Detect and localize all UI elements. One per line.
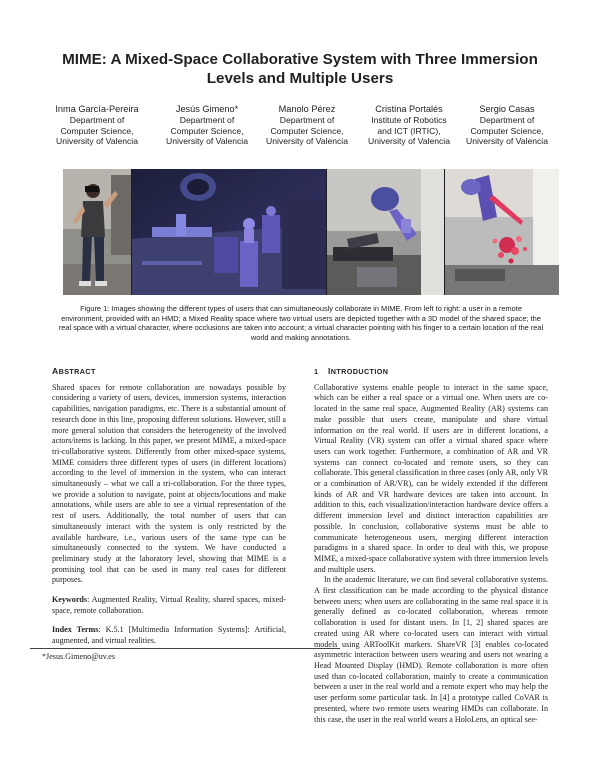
section-number: 1 [314,367,319,376]
introduction-paragraph-1: Collaborative systems enable people to interact in the same space, which can be either a real space or a virtual one. When users are co-located in the same real space, Augmented Reality (AR) systems can make possible that users create, manipulate and share virtual information on the real world. If users are in different locations, a Virtual Reality (VR) system can offer a virtual shared space where users can work together. Furthermore, a combination of AR and VR systems can connect co-located and remote users, so they can collaborate. This general classification in three cases (only AR, only VR or a combination of AR/VR), can be widely extended if the different kinds of AR and VR hardware devices are taken into account. In addition to this, each visualization/interaction hardware device offers a different immersion level and distinct interaction capabilities are possible. In conclusion, collaborative systems must be able to communicate heterogeneous users, merging different interaction paradigms in a shared space. In order to deal with this, we propose MIME, a mixed-space collaborative system with three immersion levels and multiple users. [314,382,548,574]
author-block [42,103,152,147]
figure-panel-remote-user [63,169,131,295]
introduction-heading [314,366,548,378]
author-affiliation: Department of Computer Science, University of Valencia [56,115,138,147]
author-block [452,103,562,147]
keywords [52,595,286,616]
introduction-column [314,366,548,725]
abstract-heading-initial: A [52,366,59,376]
author-list [48,103,568,149]
author-name: Cristina Portalés [375,104,443,114]
abstract-column [52,366,286,647]
introduction-heading-initial: I [328,366,331,376]
keywords-label: Keywords [52,595,88,605]
figure-panel-real-space [327,169,444,295]
author-block [152,103,262,147]
introduction-paragraph-2: In the academic literature, we can find several collaborative systems. A first classification can be made according to the physical distance between users; when users are collaborating in the same real space it is generally defined as co-located collaboration, whereas remote collaboration is used for distant users. In [1, 2] shared spaces are created using AR where co-located users can interact with virtual models using ARToolKit markers. ShareVR [3] enables co-located asymmetric interaction between users wearing and users not wearing a Head Mounted Display (HMD). Remote collaboration is more often used than co-located collaboration, mainly to create a communication between a user in the real world and a remote expert who may help the user perform some particular task. In [4] a prototype called CoVAR is presented, where two remote users wearing HMDs can collaborate. In this case, the user in the real world wears a HoloLens, an optical see- [314,575,548,724]
index-terms-text: : K.5.1 [Multimedia Information Systems]: Artificial, augmented, and virtual realities. [52,625,287,646]
figure-caption: Figure 1: Images showing the different types of users that can simultaneously collaborate in MIME. From left to right: a user in a remote environment, provided with an HMD; a Mixed Reality space where two virtual users are depicted together with a 3D model of the shared space; the real space with a virtual character, where occlusions are taken into account; a virtual character pointing with his finger to a certain location of the real world and making annotations. [58,304,544,342]
author-block [252,103,362,147]
abstract-text: Shared spaces for remote collaboration are nowadays possible by considering a variety of users, devices, immersion systems, interaction capabilities, navigation paradigms, etc. There is a substantial amount of research done in this line, proposing different solutions. However, still a more general solution that considers the heterogeneity of the involved actors/items is lacking. In this paper, we present MIME, a mixed-space tri-collaborative system. Differently from other mixed-space systems, MIME considers three different types of users (in different locations) according to the level of immersion in the system, who can interact simultaneously – what we call a tri-collaboration. For the three types, we provide a solution to navigate, point at objects/locations and make annotations, while users are able to see a virtual representation of the rest of users. Additionally, the total number of users that can simultaneously interact with the system is only restricted by the available hardware, i.e., various users of the same type can be simultaneously connected to the system. We have conducted a preliminary study at the laboratory level, showing that MIME is a promising tool that can be used in many real cases for different purposes. [52,382,286,585]
author-name: Inma García-Pereira [55,104,139,114]
author-affiliation: Department of Computer Science, University of Valencia [166,115,248,147]
introduction-heading-rest: NTRODUCTION [330,367,389,376]
figure-panel-mixed-reality [132,169,326,295]
paper-title: MIME: A Mixed-Space Collaborative System with Three Immersion Levels and Multiple Users [62,51,538,87]
index-terms-label: Index Terms [52,625,99,635]
abstract-heading-rest: BSTRACT [58,367,96,376]
figure-panel-pointing-annotations [445,169,559,295]
author-name: Manolo Pérez [278,104,336,114]
figure-1 [63,169,559,295]
author-block [354,103,464,147]
abstract-heading [52,366,286,378]
author-affiliation: Department of Computer Science, University of Valencia [266,115,348,147]
index-terms [52,625,286,646]
footnote-rule [30,648,340,649]
footnote-email: *Jesus.Gimeno@uv.es [42,652,116,661]
author-affiliation: Department of Computer Science, University of Valencia [466,115,548,147]
author-affiliation: Institute of Robotics and ICT (IRTIC), University of Valencia [368,115,450,147]
author-name: Sergio Casas [479,104,535,114]
keywords-text: : Augmented Reality, Virtual Reality, shared spaces, mixed-space, remote collaboration. [52,595,286,615]
author-name: Jesús Gimeno* [175,104,239,114]
